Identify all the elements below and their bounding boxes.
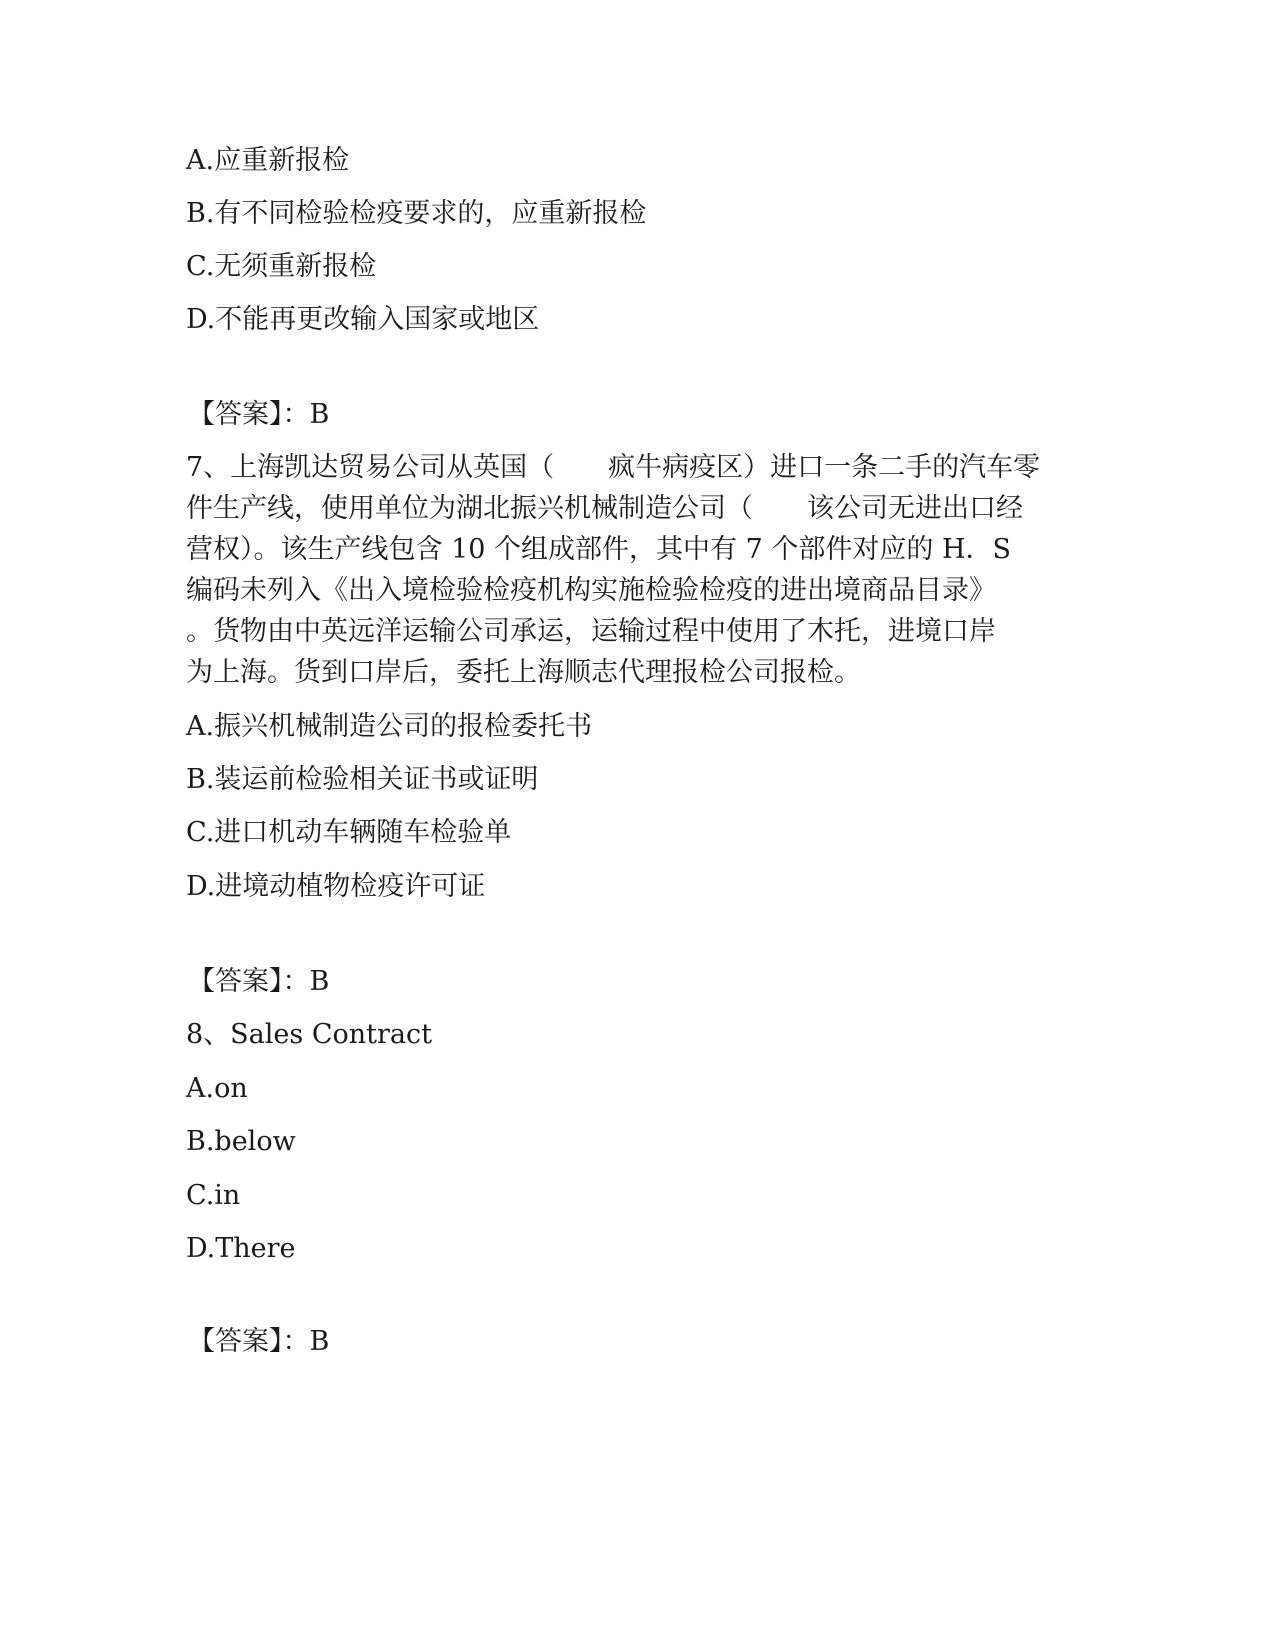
answer: 【答案】：B bbox=[188, 1326, 330, 1357]
option-a: A.on bbox=[186, 1073, 248, 1104]
answer: 【答案】：B bbox=[188, 399, 330, 430]
question-stem-line: 。货物由中英远洋运输公司承运，运输过程中使用了木托，进境口岸 bbox=[186, 616, 996, 647]
option-b: B.有不同检验检疫要求的，应重新报检 bbox=[186, 198, 647, 229]
option-a: A.振兴机械制造公司的报检委托书 bbox=[186, 711, 593, 742]
answer: 【答案】：B bbox=[188, 966, 330, 997]
question-stem-line: 7、上海凯达贸易公司从英国（ 疯牛病疫区）进口一条二手的汽车零 bbox=[186, 452, 1041, 483]
option-c: C.in bbox=[186, 1180, 241, 1211]
option-b: B.below bbox=[186, 1126, 296, 1157]
option-c: C.无须重新报检 bbox=[186, 251, 377, 282]
option-b: B.装运前检验相关证书或证明 bbox=[186, 764, 539, 795]
question-stem-line: 营权）。该生产线包含 10 个组成部件，其中有 7 个部件对应的 H．S bbox=[186, 534, 1011, 565]
question-stem-line: 为上海。货到口岸后，委托上海顺志代理报检公司报检。 bbox=[186, 657, 861, 688]
option-d: D.进境动植物检疫许可证 bbox=[186, 871, 486, 902]
question-stem: 8、Sales Contract bbox=[186, 1019, 432, 1050]
question-stem-line: 件生产线，使用单位为湖北振兴机械制造公司（ 该公司无进出口经 bbox=[186, 493, 1023, 524]
option-d: D.There bbox=[186, 1233, 296, 1264]
question-stem-line: 编码未列入《出入境检验检疫机构实施检验检疫的进出境商品目录》 bbox=[186, 575, 996, 606]
option-c: C.进口机动车辆随车检验单 bbox=[186, 817, 512, 848]
option-d: D.不能再更改输入国家或地区 bbox=[186, 304, 540, 335]
option-a: A.应重新报检 bbox=[186, 145, 350, 176]
